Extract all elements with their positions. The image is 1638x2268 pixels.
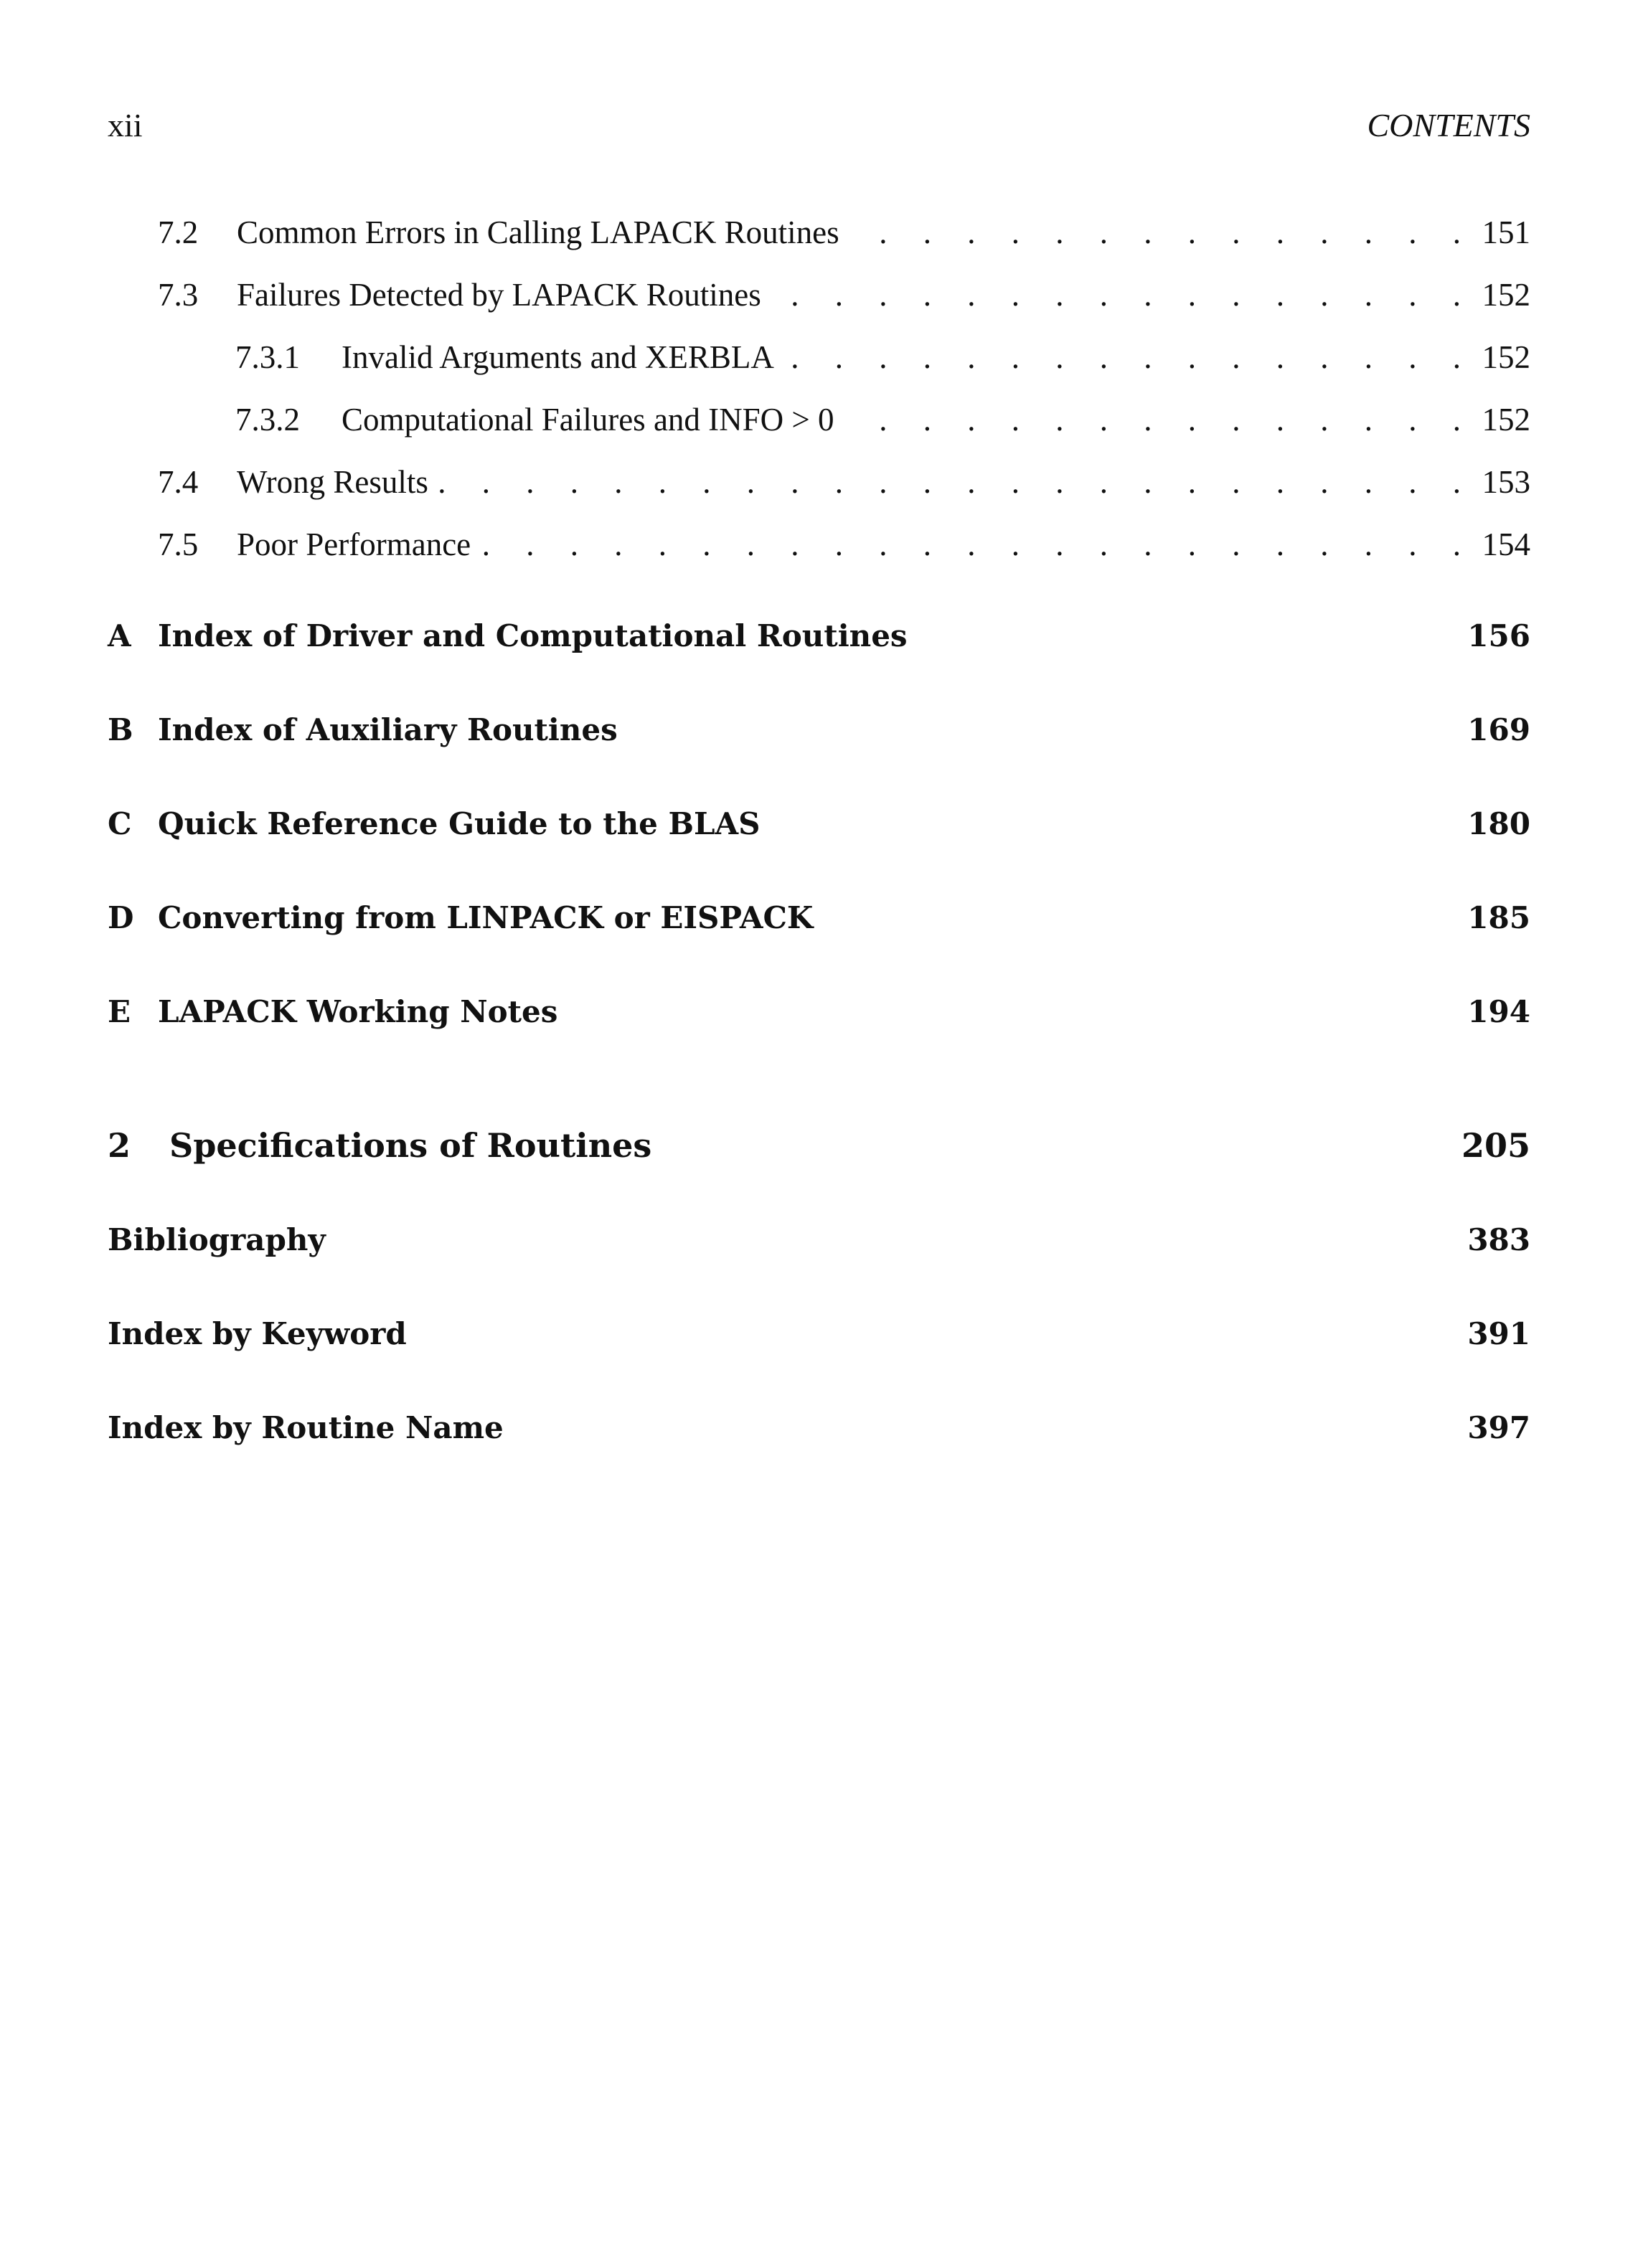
appendix-title: Index of Auxiliary Routines xyxy=(158,712,618,747)
appendix-heading xyxy=(108,712,618,747)
entry-title: Index by Routine Name xyxy=(108,1410,504,1445)
part-number: 2 xyxy=(108,1126,131,1165)
section-number: 7.2 xyxy=(158,214,199,250)
toc-index-keyword[interactable] xyxy=(108,1316,1530,1362)
page-header xyxy=(108,106,1530,149)
toc-entry-7-2[interactable] xyxy=(108,214,1530,257)
toc-entry-7-3-2[interactable] xyxy=(108,401,1530,444)
toc-entry-7-5[interactable] xyxy=(108,526,1530,569)
appendix-title: Converting from LINPACK or EISPACK xyxy=(158,900,814,935)
section-number: 7.5 xyxy=(158,526,199,562)
page-ref: 185 xyxy=(1467,900,1530,935)
page-ref: 154 xyxy=(1482,526,1530,562)
toc-appendix-b[interactable] xyxy=(108,712,1530,758)
section-number: 7.3.2 xyxy=(235,402,300,438)
section-title: Poor Performance xyxy=(237,526,471,562)
toc-appendix-a[interactable] xyxy=(108,618,1530,664)
part-heading xyxy=(108,1126,651,1165)
section-title: Computational Failures and INFO > 0 xyxy=(342,402,834,438)
page-ref: 383 xyxy=(1467,1222,1530,1257)
page-ref: 205 xyxy=(1461,1126,1530,1165)
page-ref: 194 xyxy=(1467,994,1530,1029)
page-ref: 152 xyxy=(1482,402,1530,438)
toc-entry-7-4[interactable] xyxy=(108,463,1530,506)
dot-leader xyxy=(842,401,1475,438)
toc-entry-7-3-1[interactable] xyxy=(108,339,1530,382)
appendix-letter: A xyxy=(108,618,131,653)
entry-title: Bibliography xyxy=(108,1222,326,1257)
section-title: Wrong Results xyxy=(237,464,428,500)
appendix-heading xyxy=(108,900,813,935)
dot-leader xyxy=(781,339,1475,376)
running-title: CONTENTS xyxy=(1367,107,1530,143)
appendix-letter: D xyxy=(108,900,134,935)
toc-part-2[interactable] xyxy=(108,1126,1530,1176)
section-title: Failures Detected by LAPACK Routines xyxy=(237,277,761,313)
dot-leader xyxy=(768,276,1475,313)
section-number: 7.3.1 xyxy=(235,339,300,375)
section-title: Common Errors in Calling LAPACK Routines xyxy=(237,214,839,250)
dot-leader xyxy=(847,214,1475,251)
toc-appendix-c[interactable] xyxy=(108,806,1530,852)
appendix-heading xyxy=(108,806,760,841)
page-ref: 152 xyxy=(1482,277,1530,313)
section-title: Invalid Arguments and XERBLA xyxy=(342,339,774,375)
toc-entry-7-3[interactable] xyxy=(108,276,1530,319)
page-ref: 169 xyxy=(1467,712,1530,747)
page-ref: 391 xyxy=(1467,1316,1530,1351)
dot-leader xyxy=(478,526,1474,563)
dot-leader xyxy=(436,463,1475,501)
toc-appendix-e[interactable] xyxy=(108,994,1530,1040)
page-ref: 397 xyxy=(1467,1410,1530,1445)
section-number: 7.4 xyxy=(158,464,199,500)
appendix-title: Quick Reference Guide to the BLAS xyxy=(158,806,761,841)
toc-bibliography[interactable] xyxy=(108,1222,1530,1268)
entry-title: Index by Keyword xyxy=(108,1316,407,1351)
toc-index-routine-name[interactable] xyxy=(108,1410,1530,1456)
page-ref: 156 xyxy=(1467,618,1530,653)
page-ref: 180 xyxy=(1467,806,1530,841)
page-ref: 152 xyxy=(1482,339,1530,375)
appendix-letter: E xyxy=(108,994,131,1029)
appendix-heading xyxy=(108,994,557,1029)
part-title: Specifications of Routines xyxy=(169,1126,652,1165)
appendix-title: LAPACK Working Notes xyxy=(158,994,558,1029)
appendix-letter: B xyxy=(108,712,133,747)
appendix-heading xyxy=(108,618,908,653)
appendix-letter: C xyxy=(108,806,132,841)
section-number: 7.3 xyxy=(158,277,199,313)
toc-appendix-d[interactable] xyxy=(108,900,1530,946)
appendix-title: Index of Driver and Computational Routines xyxy=(158,618,908,653)
page-ref: 151 xyxy=(1482,214,1530,250)
page-number: xii xyxy=(108,107,143,143)
page-ref: 153 xyxy=(1482,464,1530,500)
